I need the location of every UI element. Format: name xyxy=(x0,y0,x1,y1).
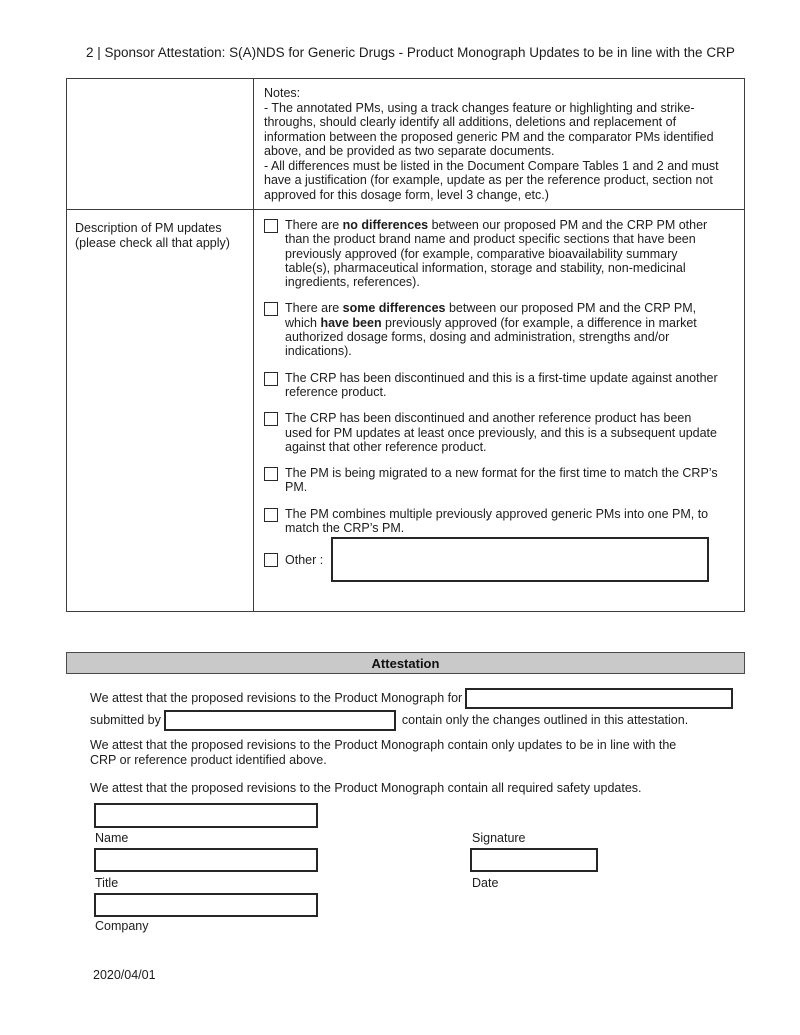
submitted-by-input[interactable] xyxy=(164,710,396,731)
checkbox-item xyxy=(264,301,732,358)
checkbox[interactable] xyxy=(264,412,278,426)
empty-cell xyxy=(67,79,254,210)
notes-line: - The annotated PMs, using a track changes feature or highlighting and strike-throughs, should clearly identify all additions, deletions and replacement of information between the proposed generic PM and the comparator PMs identified above, and be provided as two separate documents. xyxy=(264,100,714,158)
attestation-p1-text2: submitted by xyxy=(90,713,161,728)
checkbox-label: The CRP has been discontinued and this is a first-time update against another reference product. xyxy=(285,370,718,399)
checkbox-item xyxy=(264,507,732,536)
title-label: Title xyxy=(95,876,119,890)
checkbox-label: The PM combines multiple previously approved generic PMs into one PM, to match the CRP’s PM. xyxy=(285,506,709,536)
checkbox[interactable] xyxy=(264,508,278,522)
signature-label: Signature xyxy=(472,831,526,845)
checkbox-list xyxy=(254,210,744,611)
attestation-paragraph-2: We attest that the proposed revisions to the Product Monograph contain only updates to be in line with the CRP or reference product identified above. xyxy=(90,738,677,767)
checkbox-item xyxy=(264,371,732,400)
notes-cell xyxy=(254,79,744,210)
title-input[interactable] xyxy=(94,848,318,872)
checkbox[interactable] xyxy=(264,372,278,386)
page-title: 2 | Sponsor Attestation: S(A)NDS for Generic Drugs - Product Monograph Updates to be in line with the CRP xyxy=(86,45,735,60)
product-monograph-input[interactable] xyxy=(465,688,733,709)
notes-title: Notes: xyxy=(264,86,301,100)
attestation-p1-text3: contain only the changes outlined in this attestation. xyxy=(401,713,689,728)
checkbox-label: There are no differences between our proposed PM and the CRP PM other than the product brand name and product specific sections that have been previously approved (for example, comparative bioavailability summary table(s), pharmaceutical information, storage and stability, non-medicinal ingredients, references). xyxy=(285,218,708,290)
company-label: Company xyxy=(95,919,149,933)
description-label-line2: (please check all that apply) xyxy=(75,236,230,250)
attestation-paragraph-1 xyxy=(90,687,752,731)
checkbox[interactable] xyxy=(264,467,278,481)
checkbox-item xyxy=(264,537,732,582)
attestation-paragraph-3: We attest that the proposed revisions to the Product Monograph contain all required safety updates. xyxy=(90,781,642,795)
attestation-header-label: Attestation xyxy=(371,655,440,671)
checkbox-label: The PM is being migrated to a new format for the first time to match the CRP’s PM. xyxy=(285,466,718,495)
date-label: Date xyxy=(472,876,499,890)
checkbox-item xyxy=(264,218,732,289)
checkbox[interactable] xyxy=(264,553,278,567)
checkbox-label: There are some differences between our proposed PM and the CRP PM, which have been previously approved (for example, a difference in market authorized dosage forms, dosing and administration, strengths and/or indications). xyxy=(285,301,697,359)
checkbox-item xyxy=(264,411,732,454)
other-input[interactable] xyxy=(331,537,709,582)
checkbox-label: Other : xyxy=(285,552,324,567)
notes-line: - All differences must be listed in the Document Compare Tables 1 and 2 and must have a justification (for example, update as per the reference product, section not approved for this dosage form, level 3 change, etc.) xyxy=(264,158,719,202)
company-input[interactable] xyxy=(94,893,318,917)
pm-updates-table xyxy=(66,78,745,612)
date-input[interactable] xyxy=(470,848,598,872)
name-input[interactable] xyxy=(94,803,318,828)
attestation-header xyxy=(66,652,745,674)
checkbox-label: The CRP has been discontinued and another reference product has been used for PM updates at least once previously, and this is a subsequent update against that other reference product. xyxy=(285,411,717,454)
footer-date: 2020/04/01 xyxy=(93,968,156,982)
checkbox[interactable] xyxy=(264,219,278,233)
description-label-line1: Description of PM updates xyxy=(75,221,222,235)
checkbox-item xyxy=(264,466,732,495)
description-label-cell xyxy=(67,210,254,611)
attestation-p1-text1: We attest that the proposed revisions to the Product Monograph for xyxy=(90,691,463,705)
name-label: Name xyxy=(95,831,129,845)
checkbox[interactable] xyxy=(264,302,278,316)
